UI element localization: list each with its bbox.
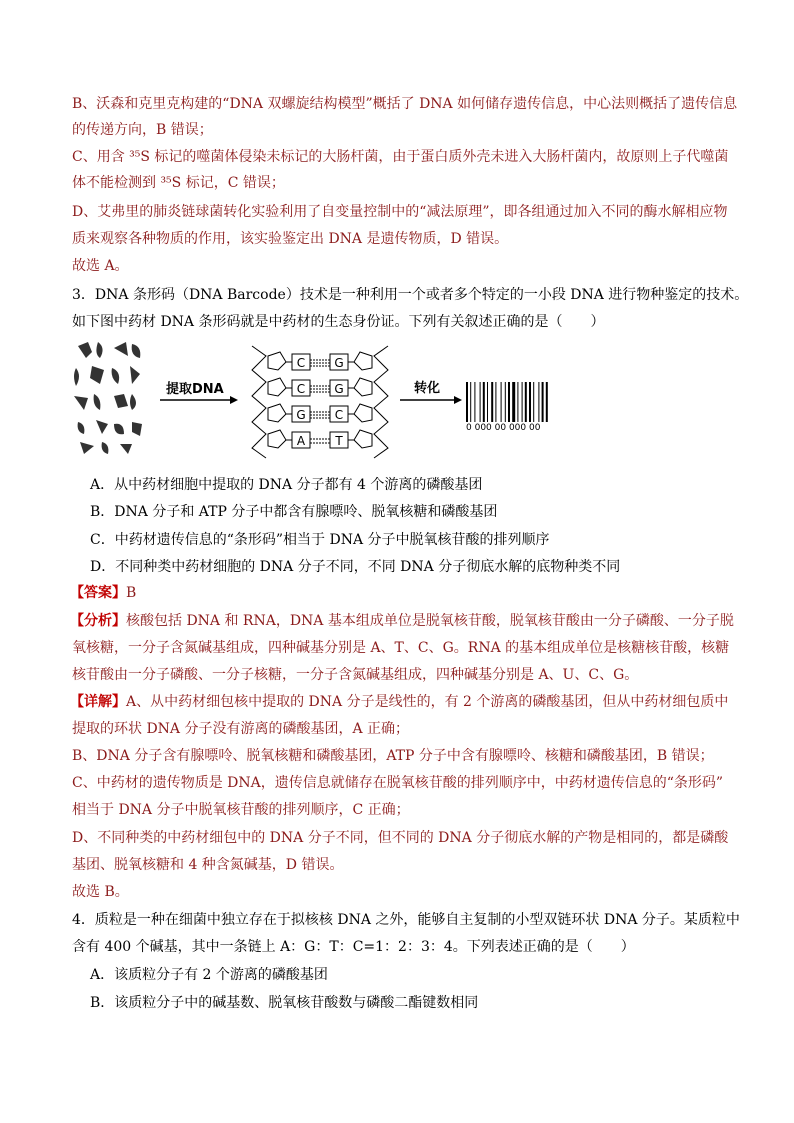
barcode-bar: [474, 382, 475, 422]
option-a: A．该质粒分子有 2 个游离的磷酸基团: [90, 967, 328, 983]
barcode-bar: [505, 382, 506, 422]
analysis-text: 氧核糖，一分子含氮碱基组成，四种碱基分别是 A、T、C、G。RNA 的基本组成单位是核糖核苷酸，核糖: [72, 640, 730, 656]
detail-text: A、从中药材细包核中提取的 DNA 分子是线性的，有 2 个游离的磷酸基团，但从中药材细包质中: [126, 694, 729, 710]
option-b: B．该质粒分子中的碱基数、脱氧核苷酸数与磷酸二酯键数相同: [90, 995, 479, 1011]
analysis-text: 核苷酸由一分子磷酸、一分子核糖，一分子含氮碱基组成，四种碱基分别是 A、U、C、G。: [72, 667, 639, 683]
option-b: B．DNA 分子和 ATP 分子中都含有腺嘌呤、脱氧核糖和磷酸基团: [90, 504, 498, 520]
answer-line: [70, 583, 136, 603]
text-line: C、用含 ³⁵S 标记的噬菌体侵染未标记的大肠杆菌，由于蛋白质外壳未进入大肠杆菌内，故原则上子代噬菌: [72, 149, 729, 165]
barcode-digits: 0 000 00 000 00: [466, 423, 541, 433]
dna-barcode-figure: [70, 338, 570, 463]
base-left: C: [296, 356, 306, 370]
barcode-bar: [470, 382, 471, 422]
barcode-bar: [483, 382, 485, 422]
detail-text: C、中药材的遗传物质是 DNA，遗传信息就储存在脱氧核苷酸的排列顺序中，中药材遗传信息的“条形码”: [72, 775, 724, 791]
detail-text: B、DNA 分子含有腺嘌呤、脱氧核糖和磷酸基团，ATP 分子中含有腺嘌呤、核糖和磷酸基团，B 错误；: [72, 748, 714, 764]
detail-text: 提取的环状 DNA 分子没有游离的磷酸基团，A 正确；: [72, 721, 410, 737]
analysis-line: [70, 611, 734, 631]
detail-text: 基团、脱氧核糖和 4 种含氮碱基，D 错误。: [72, 857, 344, 873]
question-3-stem: 如下图中药材 DNA 条形码就是中药材的生态身份证。下列有关叙述正确的是（ ）: [72, 314, 605, 330]
barcode-bar: [501, 382, 502, 422]
base-right: C: [334, 408, 344, 422]
option-d: D．不同种类中药材细胞的 DNA 分子不同，不同 DNA 分子彻底水解的底物种类不同: [90, 559, 621, 575]
base-left: C: [296, 382, 306, 396]
text-line: 的传递方向，B 错误；: [72, 122, 213, 138]
text-line: D、艾弗里的肺炎链球菌转化实验利用了自变量控制中的“减法原理”，即各组通过加入不同的酶水解相应物: [72, 204, 728, 220]
barcode-bar: [491, 382, 493, 422]
barcode-bar: [466, 382, 468, 422]
base-left: G: [296, 408, 306, 422]
question-3-stem: 3．DNA 条形码（DNA Barcode）技术是一种利用一个或者多个特定的一小段 DNA 进行物种鉴定的技术。: [72, 287, 749, 303]
barcode-bar: [538, 382, 539, 422]
answer-value: B: [126, 585, 137, 601]
barcode-bar: [533, 382, 534, 422]
barcode-bar: [525, 382, 527, 422]
barcode-bar: [546, 382, 548, 422]
analysis-tag: 【分析】: [70, 613, 126, 629]
detail-text: 相当于 DNA 分子中脱氧核苷酸的排列顺序，C 正确；: [72, 802, 410, 818]
barcode-bar: [542, 382, 544, 422]
analysis-text: 核酸包括 DNA 和 RNA，DNA 基本组成单位是脱氧核苷酸，脱氧核苷酸由一分子磷酸、一分子脱: [126, 613, 734, 629]
dna-ladder: [252, 346, 388, 458]
option-a: A．从中药材细胞中提取的 DNA 分子都有 4 个游离的磷酸基团: [90, 477, 483, 493]
barcode-bar: [517, 382, 518, 422]
barcode-bar: [529, 382, 531, 422]
barcode-bar: [508, 382, 510, 422]
detail-line: [70, 692, 728, 712]
convert-label: 转化: [414, 381, 441, 396]
base-left: A: [296, 434, 306, 448]
barcode-bar: [522, 382, 523, 422]
figure-svg: [70, 338, 570, 463]
option-c: C．中药材遗传信息的“条形码”相当于 DNA 分子中脱氧核苷酸的排列顺序: [90, 532, 550, 548]
barcode-bar: [480, 382, 481, 422]
extract-dna-label: 提取DNA: [166, 382, 224, 397]
base-right: T: [335, 434, 343, 448]
text-line: B、沃森和克里克构建的“DNA 双螺旋结构模型”概括了 DNA 如何储存遗传信息，中心法则概括了遗传信息: [72, 96, 738, 112]
barcode-bar: [512, 382, 515, 422]
detail-tag: 【详解】: [70, 694, 126, 710]
barcode-bar: [487, 382, 488, 422]
base-right: G: [334, 356, 344, 370]
text-line: 故选 A。: [72, 258, 129, 274]
answer-tag: 【答案】: [70, 585, 126, 601]
base-right: G: [334, 382, 344, 396]
barcode-bar: [495, 382, 496, 422]
text-line: 质来观察各种物质的作用，该实验鉴定出 DNA 是遗传物质，D 错误。: [72, 231, 509, 247]
question-4-stem: 4．质粒是一种在细菌中独立存在于拟核核 DNA 之外，能够自主复制的小型双链环状 DNA 分子。某质粒中: [72, 912, 740, 928]
detail-text: D、不同种类的中药材细包中的 DNA 分子不同，但不同的 DNA 分子彻底水解的产物是相同的，都是磷酸: [72, 830, 729, 846]
herb-images: [74, 342, 142, 454]
conclusion-text: 故选 B。: [72, 884, 129, 900]
question-4-stem: 含有 400 个碱基，其中一条链上 A：G：T：C=1：2：3：4。下列表述正确的是（ ）: [72, 939, 635, 955]
text-line: 体不能检测到 ³⁵S 标记，C 错误；: [72, 175, 285, 191]
barcode-graphic: [466, 382, 548, 422]
